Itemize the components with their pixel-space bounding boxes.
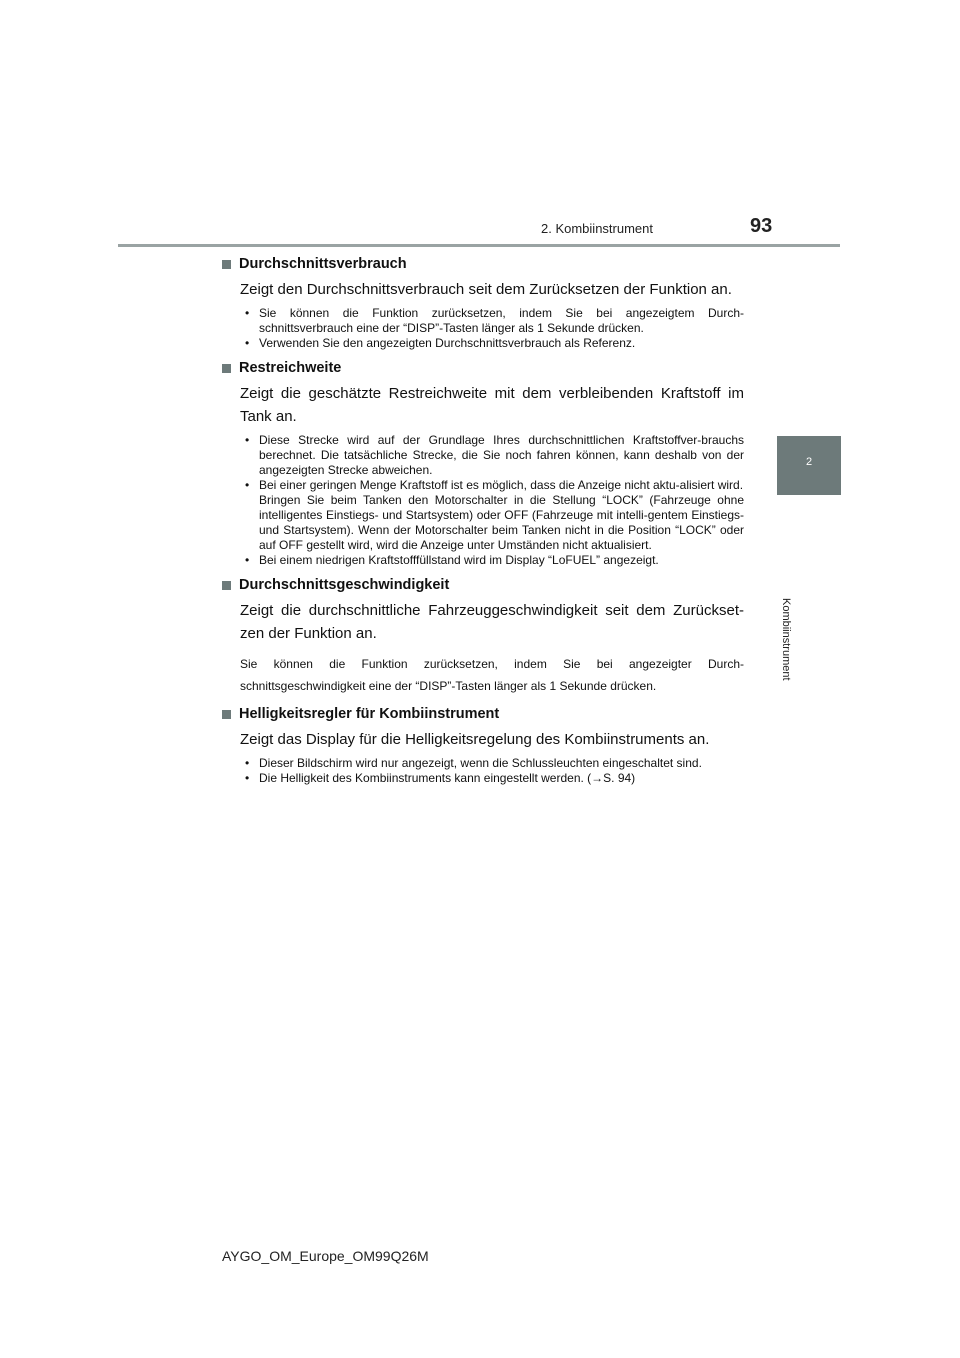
chapter-tab	[777, 436, 841, 495]
section-description: Zeigt das Display für die Helligkeitsregelung des Kombiinstruments an.	[240, 731, 710, 748]
note-text: Diese Strecke wird auf der Grundlage Ihres durchschnittlichen Kraftstoffver-brauchs berechnet. Die tatsächliche Strecke, die Sie noch fahren können, kann deshalb von der angezeigten Strecke abweichen.	[259, 433, 744, 477]
note-list	[240, 433, 744, 568]
square-bullet-icon	[222, 364, 231, 373]
note-text: Bei einer geringen Menge Kraftstoff ist es möglich, dass die Anzeige nicht aktu-alisiert wird.	[259, 478, 744, 492]
section-title-text: Restreichweite	[239, 360, 342, 376]
section	[222, 253, 744, 351]
note-list	[240, 756, 744, 786]
section	[222, 703, 744, 786]
note-item	[240, 756, 744, 771]
note-text: Bei einem niedrigen Kraftstofffüllstand wird im Display “LoFUEL” angezeigt.	[259, 553, 659, 567]
section-title-text: Durchschnittsgeschwindigkeit	[239, 577, 450, 593]
note-item	[240, 478, 744, 553]
bullet-dot-icon: •	[245, 478, 250, 492]
note-text: Sie können die Funktion zurücksetzen, indem Sie bei angezeigtem Durch-schnittsverbrauch eine der “DISP”-Tasten länger als 1 Sekunde drücken.	[259, 306, 744, 335]
running-header-section: 2. Kombiinstrument	[541, 221, 653, 236]
section-note: Sie können die Funktion zurücksetzen, indem Sie bei angezeigter Durch-schnittsgeschwindigkeit eine der “DISP”-Tasten länger als 1 Sekunde drücken.	[240, 657, 744, 693]
note-item	[240, 553, 744, 568]
bullet-dot-icon: •	[245, 433, 250, 447]
section-description: Zeigt den Durchschnittsverbrauch seit dem Zurücksetzen der Funktion an.	[240, 281, 732, 298]
page-number: 93	[750, 215, 773, 237]
page-content	[222, 253, 744, 792]
section	[222, 574, 744, 697]
section-title-text: Helligkeitsregler für Kombiinstrument	[239, 706, 500, 722]
note-item	[240, 306, 744, 336]
bullet-dot-icon: •	[245, 553, 250, 567]
square-bullet-icon	[222, 710, 231, 719]
section-title	[222, 703, 744, 725]
document-id: AYGO_OM_Europe_OM99Q26M	[222, 1248, 429, 1264]
section-title	[222, 357, 744, 379]
chapter-number: 2	[805, 456, 813, 468]
note-text: Bringen Sie beim Tanken den Motorschalter in die Stellung “LOCK” (Fahrzeuge ohne intelligentes Einstiegs- und Startsystem) oder OFF (Fahrzeuge mit intelli-gentem Einstiegs- und Startsystem). Wenn der Motorschalter beim Tanken nicht in die Position “LOCK” oder auf OFF gestellt wird, wird die Anzeige unter Umständen nicht aktualisiert.	[259, 493, 744, 552]
note-item	[240, 771, 744, 786]
section	[222, 357, 744, 568]
note-text: Dieser Bildschirm wird nur angezeigt, wenn die Schlussleuchten eingeschaltet sind.	[259, 756, 702, 770]
note-item	[240, 336, 744, 351]
square-bullet-icon	[222, 581, 231, 590]
header-divider	[118, 244, 840, 247]
note-item	[240, 433, 744, 478]
note-text: Verwenden Sie den angezeigten Durchschnittsverbrauch als Referenz.	[259, 336, 636, 350]
bullet-dot-icon: •	[245, 306, 250, 320]
chapter-label: Kombiinstrument	[780, 598, 792, 681]
bullet-dot-icon: •	[245, 336, 250, 350]
note-text: Die Helligkeit des Kombiinstruments kann eingestellt werden. (→S. 94)	[259, 771, 636, 785]
section-description: Zeigt die geschätzte Restreichweite mit dem verbleibenden Kraftstoff im Tank an.	[240, 385, 744, 425]
section-title	[222, 253, 744, 275]
bullet-dot-icon: •	[245, 756, 250, 770]
note-list	[240, 306, 744, 351]
section-title	[222, 574, 744, 596]
section-description: Zeigt die durchschnittliche Fahrzeuggeschwindigkeit seit dem Zurückset-zen der Funktion an.	[240, 602, 744, 642]
section-title-text: Durchschnittsverbrauch	[239, 256, 407, 272]
bullet-dot-icon: •	[245, 771, 250, 785]
square-bullet-icon	[222, 260, 231, 269]
